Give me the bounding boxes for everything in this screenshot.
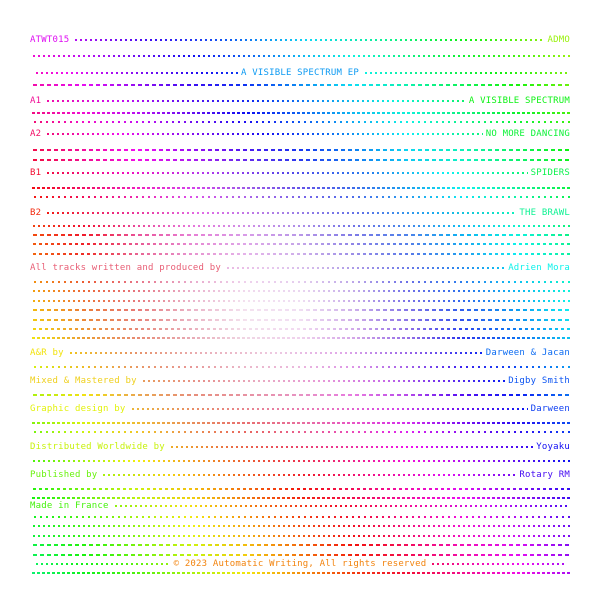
credit-label: Published by [30, 470, 98, 480]
dot-leader [44, 133, 482, 135]
dot-line [30, 572, 570, 574]
credit-value: Yoyaku [536, 442, 570, 452]
made-in-label: Made in France [30, 501, 109, 511]
dot-leader [67, 352, 483, 354]
credit-label: Mixed & Mastered by [30, 376, 137, 386]
dot-line [30, 281, 570, 283]
dot-line [30, 309, 570, 311]
track-row [30, 207, 570, 219]
credit-value: Rotary RM [519, 470, 570, 480]
dot-leader [44, 212, 516, 214]
dot-line [30, 488, 570, 490]
track-side: A1 [30, 96, 42, 106]
credit-row [30, 375, 570, 387]
dot-line [30, 243, 570, 245]
credit-label: All tracks written and produced by [30, 263, 222, 273]
dot-leader [44, 172, 527, 174]
credit-label: Distributed Worldwide by [30, 442, 165, 452]
dot-leader [140, 380, 505, 382]
dot-line [30, 431, 570, 433]
dot-line [30, 187, 570, 189]
dot-line [30, 460, 570, 462]
dot-line [30, 121, 570, 123]
dot-line [30, 422, 570, 424]
dot-line [30, 55, 570, 57]
dot-line [30, 516, 570, 518]
artist-name: ADMO [547, 35, 570, 45]
dot-line [30, 290, 570, 292]
dot-leader [429, 563, 567, 565]
dot-line [30, 112, 570, 114]
header-row [30, 34, 570, 46]
credit-row [30, 262, 570, 274]
dot-leader [100, 474, 516, 476]
track-row [30, 167, 570, 179]
credit-value: Darween & Jacan [485, 348, 570, 358]
credit-value: Digby Smith [508, 376, 570, 386]
credit-row [30, 469, 570, 481]
made-in-row [30, 500, 570, 512]
track-side: B1 [30, 168, 42, 178]
dot-line [30, 319, 570, 321]
track-title: A VISIBLE SPECTRUM [468, 96, 570, 106]
credit-row [30, 441, 570, 453]
track-row [30, 95, 570, 107]
dot-leader [224, 267, 505, 269]
credit-row [30, 347, 570, 359]
dot-line [30, 366, 570, 368]
track-title: SPIDERS [530, 168, 570, 178]
dot-line [30, 535, 570, 537]
catalog-number: ATWT015 [30, 35, 70, 45]
dot-line [30, 337, 570, 339]
dot-line [30, 159, 570, 161]
track-row [30, 128, 570, 140]
dot-line [30, 394, 570, 396]
copyright-notice: © 2023 Automatic Writing, All rights reserved [173, 559, 427, 569]
credit-value: Darween [530, 404, 570, 414]
dot-leader [129, 408, 528, 410]
dot-leader [72, 39, 544, 41]
dot-line [30, 196, 570, 198]
dot-line [30, 497, 570, 499]
track-title: NO MORE DANCING [485, 129, 570, 139]
ep-title: A VISIBLE SPECTRUM EP [241, 68, 359, 78]
track-title: THE BRAWL [519, 208, 570, 218]
dot-line [30, 84, 570, 86]
dot-line [30, 328, 570, 330]
dot-leader [112, 505, 567, 507]
dot-line [30, 225, 570, 227]
track-side: A2 [30, 129, 42, 139]
dot-leader [168, 446, 533, 448]
credit-row [30, 403, 570, 415]
dot-leader [362, 72, 567, 74]
dot-leader [33, 72, 238, 74]
dot-leader [44, 100, 466, 102]
credit-label: A&R by [30, 348, 64, 358]
ep-title-row [30, 67, 570, 79]
dot-line [30, 149, 570, 151]
dot-line [30, 234, 570, 236]
dot-line [30, 554, 570, 556]
dot-leader [33, 563, 171, 565]
dot-line [30, 253, 570, 255]
dot-line [30, 525, 570, 527]
dot-line [30, 544, 570, 546]
credit-value: Adrien Mora [508, 263, 570, 273]
dot-line [30, 300, 570, 302]
copyright-row [30, 558, 570, 570]
credit-label: Graphic design by [30, 404, 126, 414]
track-side: B2 [30, 208, 42, 218]
